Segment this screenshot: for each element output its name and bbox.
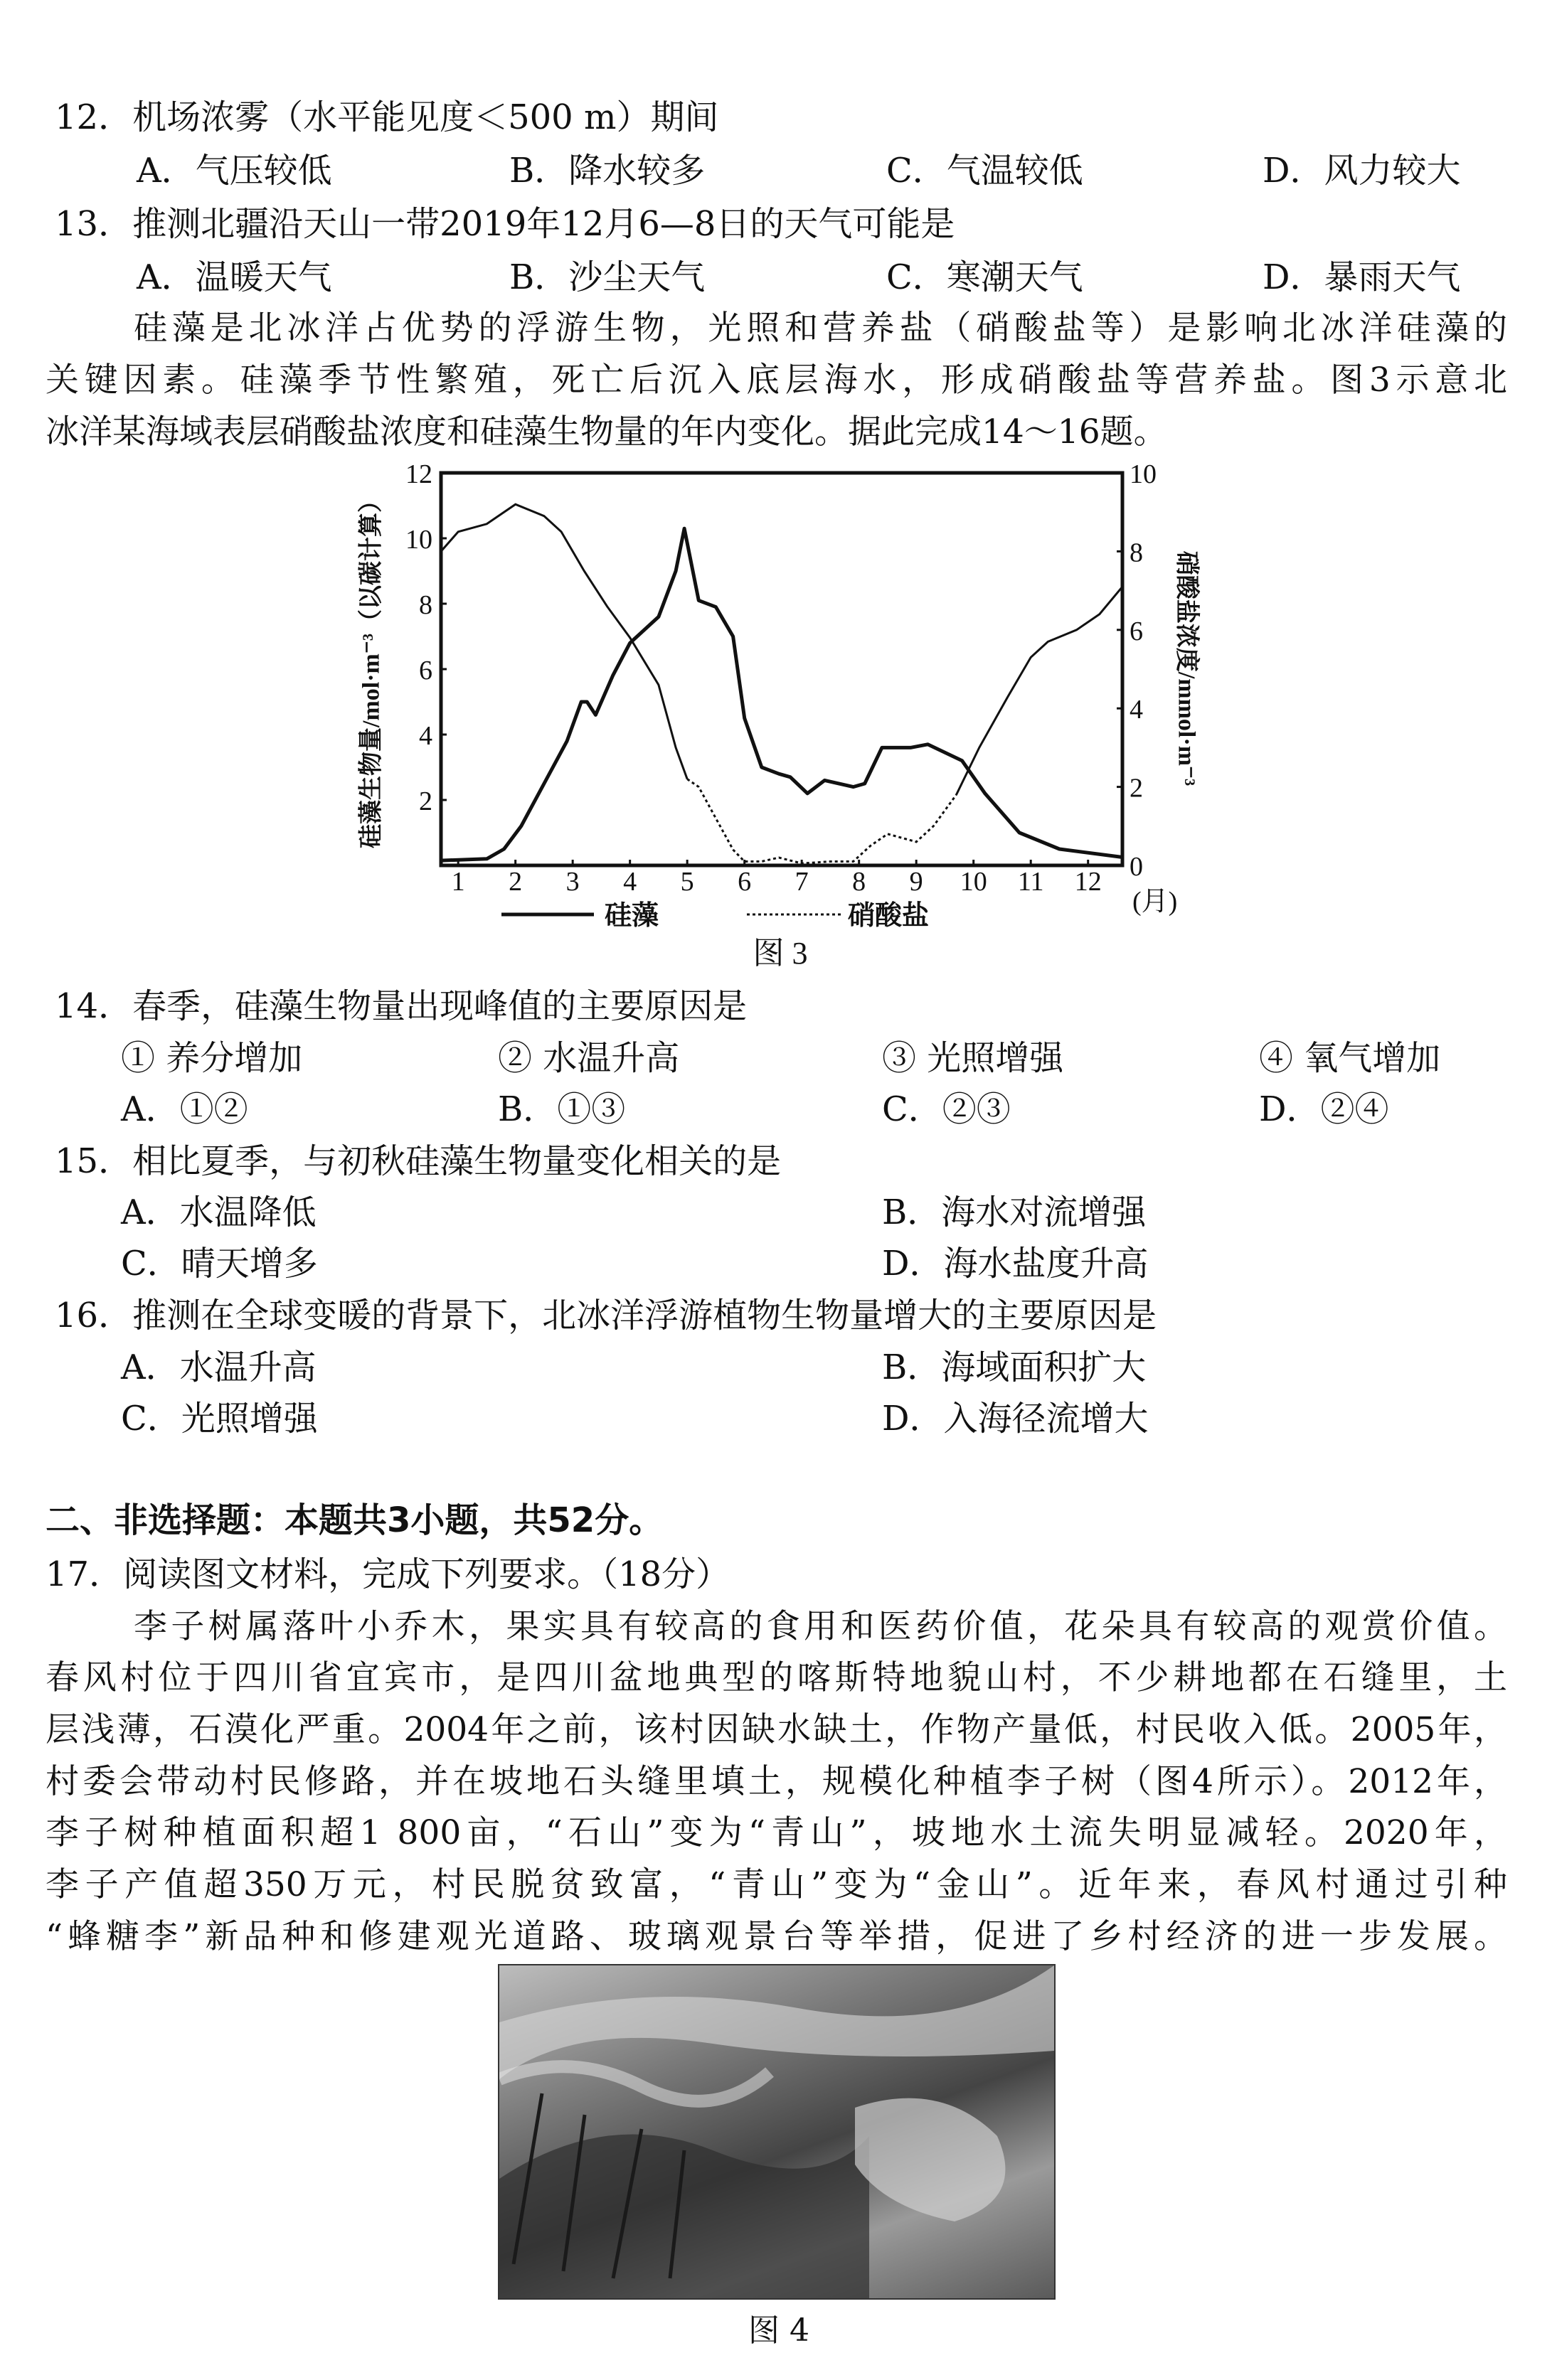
nitrate-line-solid xyxy=(441,504,687,779)
q14-item-2: ② 水温升高 xyxy=(498,1038,680,1078)
q14-option-b: B．①③ xyxy=(498,1089,626,1129)
x-tick-label: 4 xyxy=(623,867,637,897)
x-tick-label: 5 xyxy=(680,867,694,897)
figure-4-plum-tree-photo xyxy=(498,1964,1056,2300)
q17-passage-line: 春风村位于四川省宜宾市，是四川盆地典型的喀斯特地貌山村，不少耕地都在石缝里，土 xyxy=(46,1658,1507,1697)
chart-title: 图 3 xyxy=(753,936,808,971)
nitrate-line-solid xyxy=(957,587,1123,795)
x-tick-label: 12 xyxy=(1074,867,1102,897)
q17-passage-line: 李子树属落叶小乔木，果实具有较高的食用和医药价值，花朵具有较高的观赏价值。 xyxy=(134,1607,1507,1646)
passage1-line: 硅藻是北冰洋占优势的浮游生物，光照和营养盐（硝酸盐等）是影响北冰洋硅藻的 xyxy=(134,309,1507,348)
figure-3-chart xyxy=(341,455,1200,971)
y-right-tick-label: 10 xyxy=(1130,459,1157,489)
q15-option-c: C．晴天增多 xyxy=(121,1244,318,1284)
legend-diatom-label: 硅藻 xyxy=(605,901,659,931)
x-axis-unit: (月) xyxy=(1132,887,1178,917)
passage1-line: 冰洋某海域表层硝酸盐浓度和硅藻生物量的年内变化。据此完成14～16题。 xyxy=(46,412,1167,452)
figure-4-caption: 图 4 xyxy=(748,2312,809,2349)
nitrate-line-dotted xyxy=(687,779,956,864)
y-left-tick-label: 4 xyxy=(419,721,432,751)
x-tick-label: 9 xyxy=(909,867,923,897)
q16-option-c: C．光照增强 xyxy=(121,1399,318,1439)
y-axis-left-label: 硅藻生物量/mol·m⁻³（以碳计算） xyxy=(358,488,385,849)
y-right-tick-label: 6 xyxy=(1130,616,1143,646)
q17-passage-line: 村委会带动村民修路，并在坡地石头缝里填土，规模化种植李子树（图4所示）。2012年， xyxy=(46,1762,1507,1801)
q14-option-d: D．②④ xyxy=(1259,1089,1389,1129)
q13-option-a: A．温暖天气 xyxy=(137,257,332,297)
q12-option-b: B．降水较多 xyxy=(509,151,706,191)
q14-item-1: ① 养分增加 xyxy=(121,1038,303,1078)
q15-stem: 15．相比夏季，与初秋硅藻生物量变化相关的是 xyxy=(55,1141,782,1181)
q15-option-d: D．海水盐度升高 xyxy=(882,1244,1149,1284)
q15-option-b: B．海水对流增强 xyxy=(882,1192,1147,1232)
y-right-tick-label: 0 xyxy=(1130,852,1143,882)
x-tick-label: 11 xyxy=(1017,867,1044,897)
q12-option-d: D．风力较大 xyxy=(1263,151,1461,191)
y-right-tick-label: 4 xyxy=(1130,695,1143,725)
x-tick-label: 10 xyxy=(960,867,987,897)
y-axis-right-label: 硝酸盐浓度/mmol·m⁻³ xyxy=(1173,550,1200,786)
q14-item-4: ④ 氧气增加 xyxy=(1259,1038,1441,1078)
x-tick-label: 2 xyxy=(509,867,523,897)
q14-stem: 14．春季，硅藻生物量出现峰值的主要原因是 xyxy=(55,986,748,1026)
q17-stem: 17．阅读图文材料，完成下列要求。（18分） xyxy=(46,1554,730,1594)
x-tick-label: 8 xyxy=(852,867,866,897)
q14-option-c: C．②③ xyxy=(882,1089,1011,1129)
q15-option-a: A．水温降低 xyxy=(121,1192,317,1232)
x-tick-label: 1 xyxy=(451,867,465,897)
q14-item-3: ③ 光照增强 xyxy=(882,1038,1064,1078)
q13-option-c: C．寒潮天气 xyxy=(886,257,1083,297)
q16-option-d: D．入海径流增大 xyxy=(882,1399,1149,1439)
y-left-tick-label: 12 xyxy=(405,459,432,489)
q12-option-c: C．气温较低 xyxy=(886,151,1083,191)
section-2-heading: 二、非选择题：本题共3小题，共52分。 xyxy=(46,1500,664,1540)
x-tick-label: 7 xyxy=(795,867,809,897)
q13-option-b: B．沙尘天气 xyxy=(509,257,706,297)
diatom-line xyxy=(441,528,1122,860)
y-left-tick-label: 10 xyxy=(405,525,432,555)
y-left-tick-label: 6 xyxy=(419,656,432,685)
q13-stem: 13．推测北疆沿天山一带2019年12月6—8日的天气可能是 xyxy=(55,204,955,244)
q16-stem: 16．推测在全球变暖的背景下，北冰洋浮游植物生物量增大的主要原因是 xyxy=(55,1296,1157,1335)
q14-option-a: A．①② xyxy=(121,1089,248,1129)
plot-frame xyxy=(441,473,1122,865)
legend-nitrate-label: 硝酸盐 xyxy=(848,901,930,931)
x-tick-label: 6 xyxy=(738,867,752,897)
q16-option-b: B．海域面积扩大 xyxy=(882,1348,1147,1387)
q17-passage-line: 李子树种植面积超1 800亩，“石山”变为“青山”，坡地水土流失明显减轻。2020年， xyxy=(46,1813,1507,1852)
q13-option-d: D．暴雨天气 xyxy=(1263,257,1461,297)
q12-stem: 12．机场浓雾（水平能见度＜500 m）期间 xyxy=(55,97,719,137)
q17-passage-line: “蜂糖李”新品种和修建观光道路、玻璃观景台等举措，促进了乡村经济的进一步发展。 xyxy=(46,1917,1507,1956)
y-left-tick-label: 2 xyxy=(419,786,432,816)
q12-option-a: A．气压较低 xyxy=(137,151,332,191)
passage1-line: 关键因素。硅藻季节性繁殖，死亡后沉入底层海水，形成硝酸盐等营养盐。图3示意北 xyxy=(46,361,1507,400)
q17-passage-line: 李子产值超350万元，村民脱贫致富，“青山”变为“金山”。近年来，春风村通过引种 xyxy=(46,1865,1507,1904)
y-right-tick-label: 8 xyxy=(1130,538,1143,568)
y-right-tick-label: 2 xyxy=(1130,773,1143,804)
x-tick-label: 3 xyxy=(565,867,580,897)
q16-option-a: A．水温升高 xyxy=(121,1348,317,1387)
y-left-tick-label: 8 xyxy=(419,590,432,620)
q17-passage-line: 层浅薄，石漠化严重。2004年之前，该村因缺水缺土，作物产量低，村民收入低。2005年， xyxy=(46,1710,1507,1749)
